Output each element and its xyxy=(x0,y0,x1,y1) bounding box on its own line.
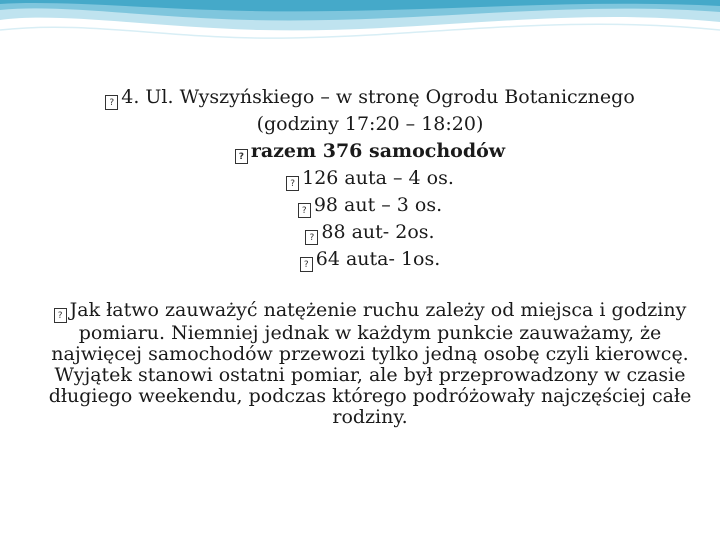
bullet-icon: ? xyxy=(235,149,248,164)
heading-line-1: ? 4. Ul. Wyszyńskiego – w stronę Ogrodu Botanicznego xyxy=(40,84,700,111)
header-wave-decoration xyxy=(0,0,720,60)
slide-content xyxy=(40,84,700,428)
bullet-icon: ? xyxy=(286,176,299,191)
bullet-icon: ? xyxy=(105,95,118,110)
bullet-icon: ? xyxy=(54,308,67,323)
bullet-icon: ? xyxy=(298,203,311,218)
list-item: ? 64 auta- 1os. xyxy=(40,246,700,273)
list-item: ? 88 aut- 2os. xyxy=(40,219,700,246)
total-line: ? razem 376 samochodów xyxy=(40,138,700,165)
heading-line-2: (godziny 17:20 – 18:20) xyxy=(256,113,484,135)
conclusion-paragraph: ? Jak łatwo zauważyć natężenie ruchu zależy od miejsca i godziny pomiaru. Niemniej jednak w każdym punkcie zauważamy, że najwięcej samochodów przewozi tylko jedną osobę czyli kierowcę. Wyjątek stanowi ostatni pomiar, ale był przeprowadzony w czasie długiego weekendu, podczas którego podróżowały najczęściej całe rodziny. xyxy=(48,299,692,428)
list-item: ? 126 auta – 4 os. xyxy=(40,165,700,192)
list-item: ? 98 aut – 3 os. xyxy=(40,192,700,219)
traffic-stats xyxy=(40,84,700,273)
bullet-icon: ? xyxy=(305,230,318,245)
bullet-icon: ? xyxy=(300,257,313,272)
